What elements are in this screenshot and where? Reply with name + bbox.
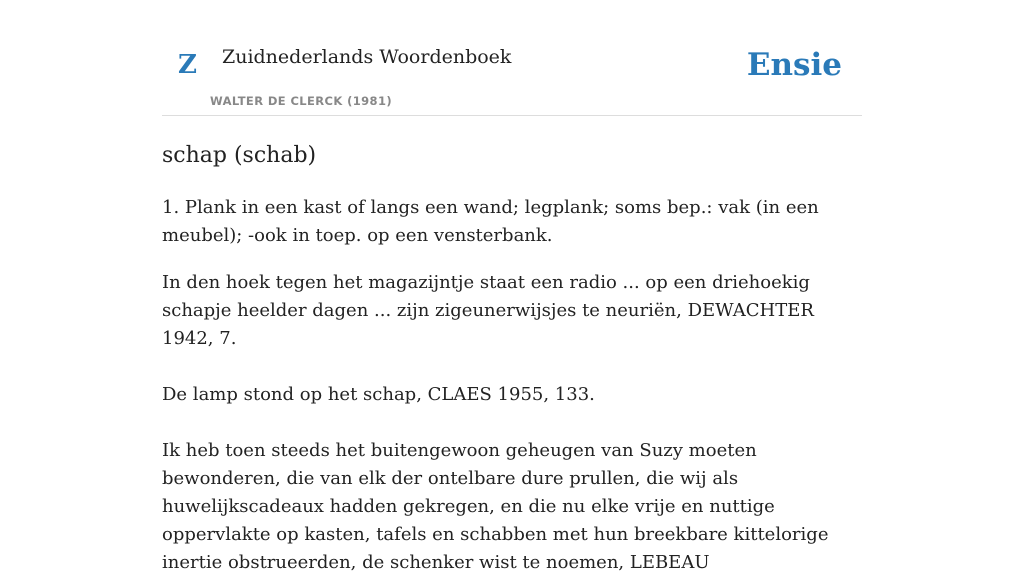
entry-quote: De lamp stond op het schap, CLAES 1955, 133. (162, 384, 595, 405)
entry-quote: Ik heb toen steeds het buitengewoon geheugen van Suzy moeten bewonderen, die van elk der ontelbare dure prullen, die wij als huwelijkscadeaux hadden gekregen, en die nu elke vrije en nuttige oppervlakte op kasten, tafels en schabben met hun breekbare kittelorige inertie obstrueerden, de schenker wist te noemen, LEBEAU (162, 440, 829, 573)
dictionary-title[interactable]: Zuidnederlands Woordenboek (222, 46, 512, 68)
entry-quote: In den hoek tegen het magazijntje staat een radio ... op een driehoekig schapje heelder dagen ... zijn zigeunerwijsjes te neuriën, DEWACHTER 1942, 7. (162, 272, 814, 349)
page (162, 0, 862, 577)
ensie-logo[interactable]: Ensie (746, 47, 842, 83)
dictionary-author: WALTER DE CLERCK (1981) (210, 94, 393, 108)
entry-definition: 1. Plank in een kast of langs een wand; legplank; soms bep.: vak (in een meubel); -ook in toep. op een vensterbank. (162, 197, 819, 246)
dictionary-header (162, 0, 862, 116)
entry-headword: schap (schab) (162, 143, 317, 168)
dictionary-logo-icon[interactable]: Z (178, 50, 197, 80)
